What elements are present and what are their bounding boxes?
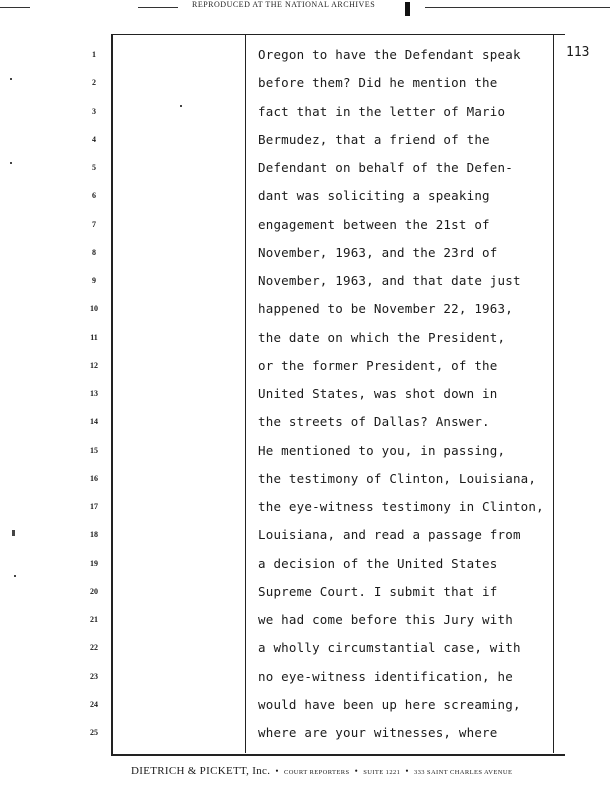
transcript-line: or the former President, of the bbox=[258, 357, 498, 373]
transcript-line: He mentioned to you, in passing, bbox=[258, 442, 506, 458]
scan-mark bbox=[10, 78, 12, 80]
line-number: 7 bbox=[92, 219, 96, 229]
line-number: 5 bbox=[92, 163, 96, 172]
line-number: 10 bbox=[90, 304, 98, 314]
footer-sep: • bbox=[354, 766, 359, 776]
line-number: 22 bbox=[90, 643, 98, 653]
line-number: 11 bbox=[90, 332, 98, 342]
line-number: 1 bbox=[92, 50, 96, 59]
line-number: 2 bbox=[92, 78, 96, 88]
line-number: 21 bbox=[90, 615, 98, 624]
stamp-mark bbox=[405, 2, 410, 16]
line-number: 20 bbox=[90, 586, 98, 596]
transcript-line: United States, was shot down in bbox=[258, 386, 498, 401]
footer-firm: DIETRICH & PICKETT, Inc. bbox=[131, 765, 271, 777]
transcript-line: engagement between the 21st of bbox=[258, 216, 490, 232]
line-number: 6 bbox=[92, 191, 96, 201]
text-margin-rule bbox=[245, 34, 246, 753]
transcript-line: the eye-witness testimony in Clinton, bbox=[258, 499, 544, 514]
scan-mark bbox=[10, 162, 12, 164]
footer-suite: SUITE 1221 bbox=[363, 769, 401, 776]
page-number: 113 bbox=[566, 45, 590, 60]
line-number: 13 bbox=[90, 389, 98, 398]
transcript-line: the date on which the President, bbox=[258, 329, 506, 345]
line-number: 4 bbox=[92, 134, 96, 144]
footer-address: 333 SAINT CHARLES AVENUE bbox=[413, 769, 513, 776]
archives-stamp: REPRODUCED AT THE NATIONAL ARCHIVES bbox=[192, 0, 376, 9]
transcript-line: fact that in the letter of Mario bbox=[258, 103, 506, 119]
scan-mark bbox=[180, 105, 182, 107]
transcript-line: November, 1963, and the 23rd of bbox=[258, 244, 498, 260]
line-number: 15 bbox=[90, 445, 98, 455]
transcript-line: Oregon to have the Defendant speak bbox=[258, 47, 521, 62]
right-margin-rule bbox=[553, 34, 554, 753]
footer-role: COURT REPORTERS bbox=[283, 769, 350, 776]
line-number: 18 bbox=[90, 530, 98, 540]
line-number: 12 bbox=[90, 360, 98, 370]
line-number: 8 bbox=[92, 247, 96, 257]
transcript-line: would have been up here screaming, bbox=[258, 696, 521, 712]
transcript-line: Supreme Court. I submit that if bbox=[258, 583, 498, 599]
transcript-line: November, 1963, and that date just bbox=[258, 273, 521, 288]
transcript-line: a decision of the United States bbox=[258, 555, 498, 571]
transcript-line: Louisiana, and read a passage from bbox=[258, 527, 521, 543]
header-rule-right bbox=[425, 7, 610, 8]
footer-sep: • bbox=[405, 766, 409, 776]
transcript-line: the streets of Dallas? Answer. bbox=[258, 414, 490, 430]
transcript-line: Defendant on behalf of the Defen- bbox=[258, 160, 513, 175]
footer-sep: • bbox=[275, 766, 279, 776]
line-number: 23 bbox=[90, 671, 98, 681]
scan-mark bbox=[14, 575, 16, 577]
footer bbox=[131, 765, 512, 777]
transcript-line: dant was soliciting a speaking bbox=[258, 188, 490, 204]
transcript-line: happened to be November 22, 1963, bbox=[258, 301, 513, 317]
transcript-line: where are your witnesses, where bbox=[258, 725, 498, 740]
line-number: 25 bbox=[90, 728, 98, 737]
header-rule-mid bbox=[138, 7, 178, 8]
line-number: 3 bbox=[92, 106, 96, 116]
transcript-line: no eye-witness identification, he bbox=[258, 668, 513, 684]
line-number: 19 bbox=[90, 558, 98, 568]
transcript-line: before them? Did he mention the bbox=[258, 75, 498, 91]
transcript-line: the testimony of Clinton, Louisiana, bbox=[258, 470, 537, 486]
line-number: 16 bbox=[90, 473, 98, 483]
transcript-line: a wholly circumstantial case, with bbox=[258, 640, 521, 656]
line-number: 9 bbox=[92, 276, 96, 285]
line-number: 17 bbox=[90, 502, 98, 511]
scan-mark bbox=[12, 530, 15, 536]
line-number: 14 bbox=[90, 417, 98, 427]
line-number: 24 bbox=[90, 699, 98, 709]
transcript-line: Bermudez, that a friend of the bbox=[258, 131, 490, 147]
transcript-line: we had come before this Jury with bbox=[258, 612, 513, 627]
header-rule-left bbox=[0, 7, 30, 8]
